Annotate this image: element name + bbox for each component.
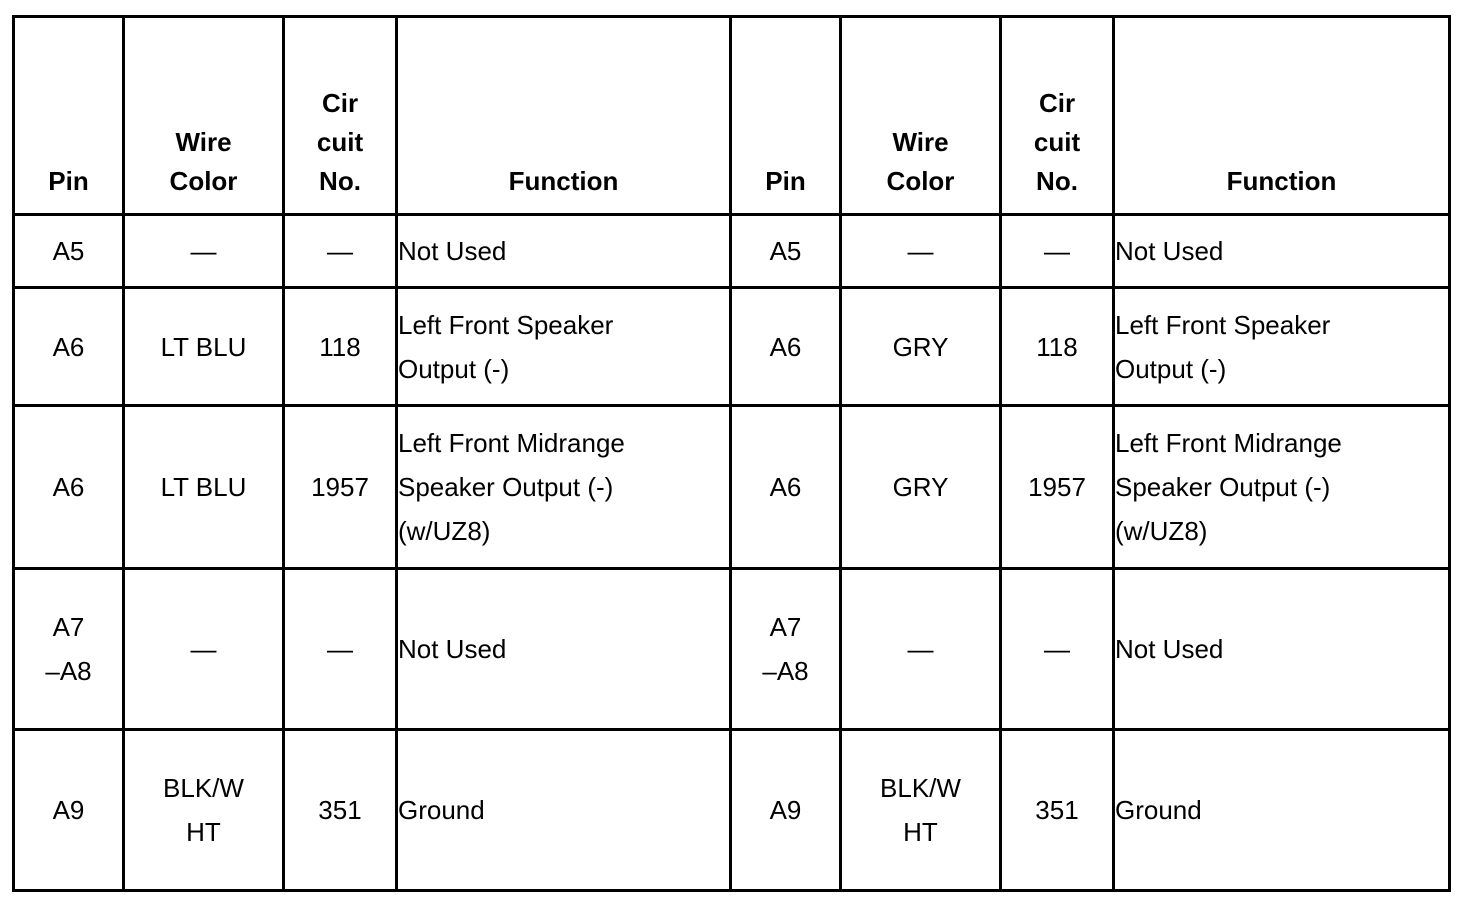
pin-header: Pin bbox=[14, 17, 124, 215]
wire-color-header: Wire Color bbox=[841, 17, 1001, 215]
function-header: Function bbox=[397, 17, 731, 215]
header-row bbox=[14, 17, 1450, 215]
pin-cell: A9 bbox=[731, 730, 841, 891]
circuit-no-cell: 351 bbox=[1001, 730, 1114, 891]
function-cell: Left Front Speaker Output (-) bbox=[397, 288, 731, 406]
pin-cell: A6 bbox=[731, 288, 841, 406]
function-cell: Left Front Midrange Speaker Output (-) (w/UZ8) bbox=[1114, 406, 1450, 569]
wire-color-cell: GRY bbox=[841, 288, 1001, 406]
document-page bbox=[12, 15, 1451, 892]
wire-color-cell: — bbox=[841, 215, 1001, 288]
table-row bbox=[14, 215, 1450, 288]
pin-cell: A7 –A8 bbox=[731, 569, 841, 730]
function-cell: Not Used bbox=[1114, 569, 1450, 730]
wire-color-cell: GRY bbox=[841, 406, 1001, 569]
function-cell: Not Used bbox=[397, 569, 731, 730]
pin-cell: A5 bbox=[731, 215, 841, 288]
function-cell: Not Used bbox=[1114, 215, 1450, 288]
pin-cell: A6 bbox=[731, 406, 841, 569]
wire-color-cell: — bbox=[124, 569, 284, 730]
pin-header: Pin bbox=[731, 17, 841, 215]
table-row bbox=[14, 288, 1450, 406]
circuit-no-cell: 1957 bbox=[1001, 406, 1114, 569]
wire-color-cell: BLK/W HT bbox=[124, 730, 284, 891]
circuit-no-cell: 351 bbox=[284, 730, 397, 891]
function-cell: Left Front Midrange Speaker Output (-) (w/UZ8) bbox=[397, 406, 731, 569]
function-header: Function bbox=[1114, 17, 1450, 215]
circuit-no-header: Cir cuit No. bbox=[1001, 17, 1114, 215]
wire-color-header: Wire Color bbox=[124, 17, 284, 215]
connector-pin-table bbox=[12, 15, 1451, 892]
pin-cell: A7 –A8 bbox=[14, 569, 124, 730]
function-cell: Left Front Speaker Output (-) bbox=[1114, 288, 1450, 406]
function-cell: Ground bbox=[1114, 730, 1450, 891]
circuit-no-cell: 118 bbox=[1001, 288, 1114, 406]
circuit-no-header: Cir cuit No. bbox=[284, 17, 397, 215]
table-row bbox=[14, 406, 1450, 569]
pin-cell: A6 bbox=[14, 406, 124, 569]
wire-color-cell: LT BLU bbox=[124, 288, 284, 406]
wire-color-cell: BLK/W HT bbox=[841, 730, 1001, 891]
pin-cell: A5 bbox=[14, 215, 124, 288]
wire-color-cell: — bbox=[841, 569, 1001, 730]
pin-cell: A6 bbox=[14, 288, 124, 406]
function-cell: Not Used bbox=[397, 215, 731, 288]
table-row bbox=[14, 730, 1450, 891]
circuit-no-cell: — bbox=[1001, 569, 1114, 730]
circuit-no-cell: — bbox=[1001, 215, 1114, 288]
wire-color-cell: LT BLU bbox=[124, 406, 284, 569]
circuit-no-cell: 118 bbox=[284, 288, 397, 406]
wire-color-cell: — bbox=[124, 215, 284, 288]
pin-cell: A9 bbox=[14, 730, 124, 891]
circuit-no-cell: 1957 bbox=[284, 406, 397, 569]
circuit-no-cell: — bbox=[284, 215, 397, 288]
circuit-no-cell: — bbox=[284, 569, 397, 730]
table-row bbox=[14, 569, 1450, 730]
function-cell: Ground bbox=[397, 730, 731, 891]
